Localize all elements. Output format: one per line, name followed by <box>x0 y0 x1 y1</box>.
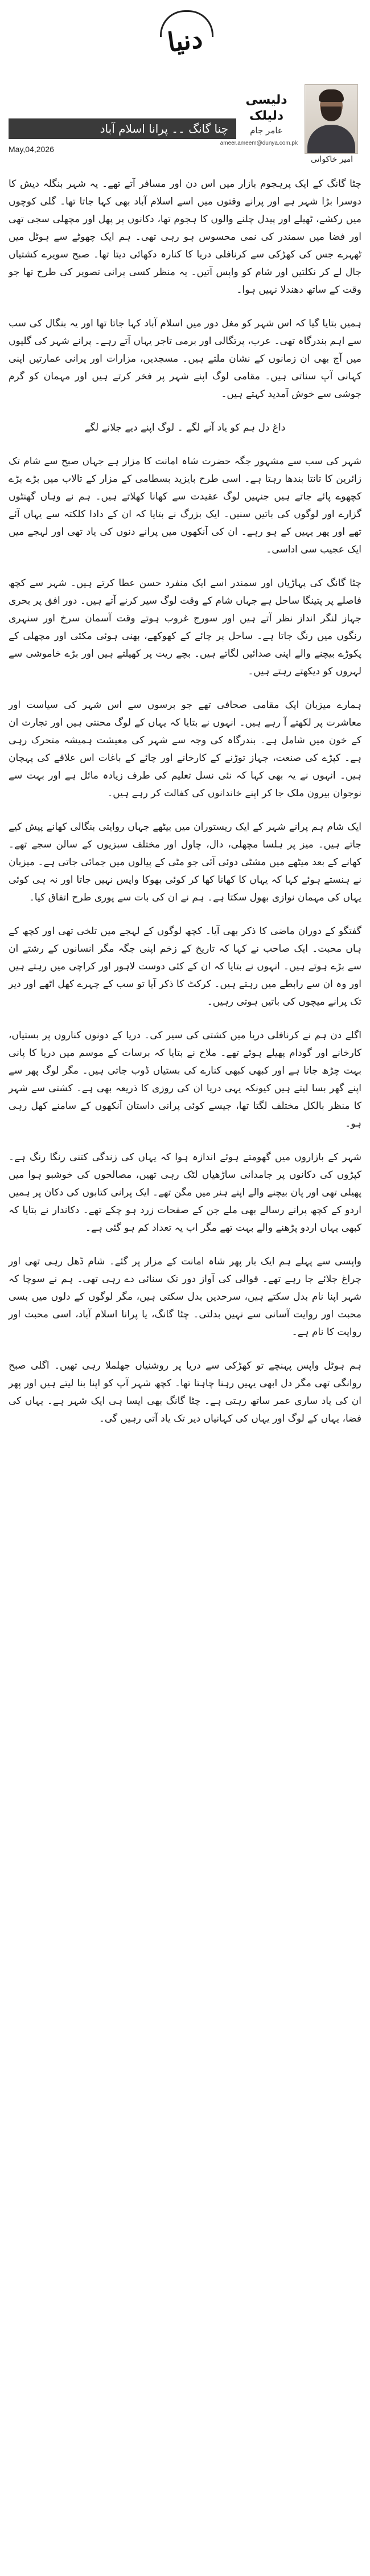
paragraph: ایک شام ہم پرانے شہر کے ایک ریستوران میں بیٹھے جہاں روایتی بنگالی کھانے پیش کیے جاتے ہیں۔ میز پر ہلسا مچھلی، دال، چاول اور مختلف سبزیوں کے سالن سجے تھے۔ کھانے کے بعد میٹھے میں مشٹی دوئی آئی جو مٹی کے پیالوں میں جمائی جاتی ہے۔ میزبان نے ہنستے ہوئے کہا کہ یہاں کا کھانا کھا کر کوئی بھوکا واپس نہیں جاتا اور نہ ہی کوئی یہاں کی مہمان نوازی بھول سکتا ہے۔ ہم نے ان کی بات سے پوری طرح اتفاق کیا۔ <box>9 821 361 903</box>
paragraph: اگلے دن ہم نے کرنافلی دریا میں کشتی کی سیر کی۔ دریا کے دونوں کناروں پر بستیاں، کارخانے اور گودام پھیلے ہوئے تھے۔ ملاح نے بتایا کہ برسات کے موسم میں دریا کا پانی بہت چڑھ جاتا ہے اور کبھی کبھی کنارے کی بستیاں ڈوب جاتی ہیں۔ مگر لوگ پھر سے اپنے گھر بسا لیتے ہیں کیونکہ یہی دریا ان کی روزی کا ذریعہ بھی ہے۔ کشتی سے شہر کا منظر بالکل مختلف لگتا تھا، جیسے کوئی پرانی داستان آنکھوں کے سامنے کھل رہی ہو۔ <box>9 1030 361 1129</box>
article-page <box>9 5 361 1424</box>
paragraph: شہر کے بازاروں میں گھومتے ہوئے اندازہ ہوا کہ یہاں کی زندگی کتنی رنگا رنگ ہے۔ کپڑوں کی دکانوں پر جامدانی ساڑھیاں لٹک رہی تھیں، مصالحوں کی خوشبو ہوا میں پھیلی تھی اور پان بیچنے والے اپنے ہنر میں مگن تھے۔ ایک پرانی کتابوں کی دکان پر ہمیں اردو کے کچھ پرانے رسالے بھی ملے جن کے صفحات زرد ہو چکے تھے۔ دکاندار نے بتایا کہ کبھی یہاں اردو پڑھنے والے بہت تھے مگر اب یہ تعداد کم ہو گئی ہے۔ <box>9 1152 361 1234</box>
masthead <box>9 5 361 175</box>
paragraph: شہر کی سب سے مشہور جگہ حضرت شاہ امانت کا مزار ہے جہاں صبح سے شام تک زائرین کا تانتا بندھا رہتا ہے۔ اسی طرح بایزید بسطامی کے مزار کے تالاب میں بڑے بڑے کچھوے پائے جاتے ہیں جنہیں لوگ عقیدت سے کھانا کھلاتے ہیں۔ ہم نے وہاں گھنٹوں گزارے اور لوگوں کی باتیں سنیں۔ ایک بزرگ نے بتایا کہ ان کے دادا کلکتہ سے یہاں آئے تھے اور پھر یہیں کے ہو رہے۔ ان کی آنکھوں میں پرانے دنوں کی یاد تھی اور لہجے میں ایک عجیب سی اداسی۔ <box>9 456 361 555</box>
paragraph: چٹا گانگ کے ایک پرہجوم بازار میں اس دن اور مسافر آتے تھے۔ یہ شہر بنگلہ دیش کا دوسرا بڑا شہر ہے اور پرانے وقتوں میں اسے اسلام آباد بھی کہا جاتا تھا۔ گلی کوچوں میں رکشے، ٹھیلے اور پیدل چلنے والوں کا ہجوم تھا، دکانوں پر پھل اور مچھلی سجی تھی اور فضا میں سمندر کی نمی محسوس ہو رہی تھی۔ ہم ایک چھوٹے سے ہوٹل میں ٹھہرے جس کی کھڑکی سے کرنافلی دریا کا کنارہ دکھائی دیتا تھا۔ صبح سویرے کشتیاں جال لے کر نکلتیں اور شام کو واپس آتیں۔ یہ منظر کسی پرانی تصویر کی طرح تھا جو وقت کے ساتھ دھندلا نہیں ہوا۔ <box>9 178 361 296</box>
column-name-line3: عامر جام <box>250 125 283 136</box>
paragraph: ہمیں بتایا گیا کہ اس شہر کو مغل دور میں اسلام آباد کہا جاتا تھا اور یہ بنگال کی سب سے اہم بندرگاہ تھی۔ عرب، پرتگالی اور برمی تاجر یہاں آتے رہے۔ پرانے شہر کی گلیوں میں آج بھی ان زمانوں کے نشان ملتے ہیں۔ مسجدیں، مزارات اور پرانی عمارتیں اپنی کہانی آپ سناتی ہیں۔ مقامی لوگ اپنے شہر پر فخر کرتے ہیں اور مہمان کو گرم جوشی سے خوش آمدید کہتے ہیں۔ <box>9 318 361 400</box>
columnist-photo <box>305 84 358 154</box>
column-name-line2: دلیلک <box>249 109 284 123</box>
columnist-email: ameer.ameem@dunya.com.pk <box>220 140 298 146</box>
columnist-signature: امیر خاکوانی <box>310 155 353 164</box>
paragraph: واپسی سے پہلے ہم ایک بار پھر شاہ امانت کے مزار پر گئے۔ شام ڈھل رہی تھی اور چراغ جلائے جا رہے تھے۔ قوالی کی آواز دور تک سنائی دے رہی تھی۔ ہم نے سوچا کہ شہر اپنا نام بدل سکتے ہیں، سرحدیں بدل سکتی ہیں، مگر لوگوں کے دلوں میں بسی محبت اور روایت آسانی سے نہیں بدلتی۔ چٹا گانگ، یا پرانا اسلام آباد، اسی محبت اور روایت کا نام ہے۔ <box>9 1256 361 1338</box>
column-name <box>235 92 298 137</box>
column-name-line1: دلیسی <box>245 93 287 107</box>
paragraph: ہم ہوٹل واپس پہنچے تو کھڑکی سے دریا پر روشنیاں جھلملا رہی تھیں۔ اگلی صبح روانگی تھی مگر دل ابھی یہیں رہنا چاہتا تھا۔ کچھ شہر آپ کو اپنا بنا لیتے ہیں اور پھر ان کی یاد ساری عمر ساتھ رہتی ہے۔ چٹا گانگ بھی ایسا ہی ایک شہر ہے۔ یہاں کی فضا، یہاں کے لوگ اور یہاں کی کہانیاں دیر تک یاد آتی رہیں گی۔ <box>9 1360 361 1424</box>
newspaper-logo <box>158 8 212 71</box>
column-header <box>9 84 361 170</box>
article-title: چنا گانگ ۔۔ پرانا اسلام آباد <box>9 118 236 139</box>
photo-hair <box>319 89 344 102</box>
verse-line: داغ دل ہم کو یاد آنے لگے ۔ لوگ اپنے دیے جلانے لگے <box>84 422 286 433</box>
paragraph: چٹا گانگ کی پہاڑیاں اور سمندر اسے ایک منفرد حسن عطا کرتے ہیں۔ شہر سے کچھ فاصلے پر پتینگا ساحل ہے جہاں شام کے وقت لوگ سیر کرنے آتے ہیں۔ دور افق پر بحری جہاز لنگر انداز نظر آتے ہیں اور سورج غروب ہوتے وقت آسمان سرخ اور سنہری رنگوں میں رنگ جاتا ہے۔ ساحل پر چائے کے کھوکھے، بھنی ہوئی مکئی اور مچھلی کے پکوڑے بیچنے والے اپنی صدائیں لگاتے ہیں۔ بچے ریت پر کھیلتے ہیں اور بڑے خاموشی سے لہروں کو دیکھتے رہتے ہیں۔ <box>9 578 361 677</box>
article-date: May,04,2026 <box>9 145 54 154</box>
article-body <box>9 175 361 1444</box>
logo-text: دنیا <box>165 23 205 58</box>
photo-shoulders <box>307 125 355 154</box>
paragraph: گفتگو کے دوران ماضی کا ذکر بھی آیا۔ کچھ لوگوں کے لہجے میں تلخی تھی اور کچھ کے ہاں محبت۔ ایک صاحب نے کہا کہ تاریخ کے زخم اپنی جگہ مگر انسانوں کے رشتے ان سے بڑے ہوتے ہیں۔ انہوں نے بتایا کہ ان کے کئی دوست لاہور اور کراچی میں رہتے ہیں اور وہ ان سے رابطے میں رہتے ہیں۔ کرکٹ کا ذکر آیا تو سب کے چہرے کھل اٹھے اور دیر تک پرانے میچوں کی باتیں ہوتی رہیں۔ <box>9 925 361 1008</box>
paragraph: ہمارے میزبان ایک مقامی صحافی تھے جو برسوں سے اس شہر کی سیاست اور معاشرت پر لکھتے آ رہے ہیں۔ انہوں نے بتایا کہ یہاں کے لوگ محنتی ہیں اور تجارت ان کے خون میں شامل ہے۔ بندرگاہ کی وجہ سے شہر کی معیشت ہمیشہ متحرک رہی ہے۔ کپڑے کی صنعت، جہاز توڑنے کے کارخانے اور چائے کے باغات اس علاقے کی پہچان ہیں۔ انہوں نے یہ بھی کہا کہ نئی نسل تعلیم کی طرف زیادہ مائل ہے اور بہت سے نوجوان بیرون ملک جا کر اپنے خاندانوں کی کفالت کر رہے ہیں۔ <box>9 699 361 799</box>
photo-beard <box>321 107 342 121</box>
logo-wrap <box>9 8 361 73</box>
